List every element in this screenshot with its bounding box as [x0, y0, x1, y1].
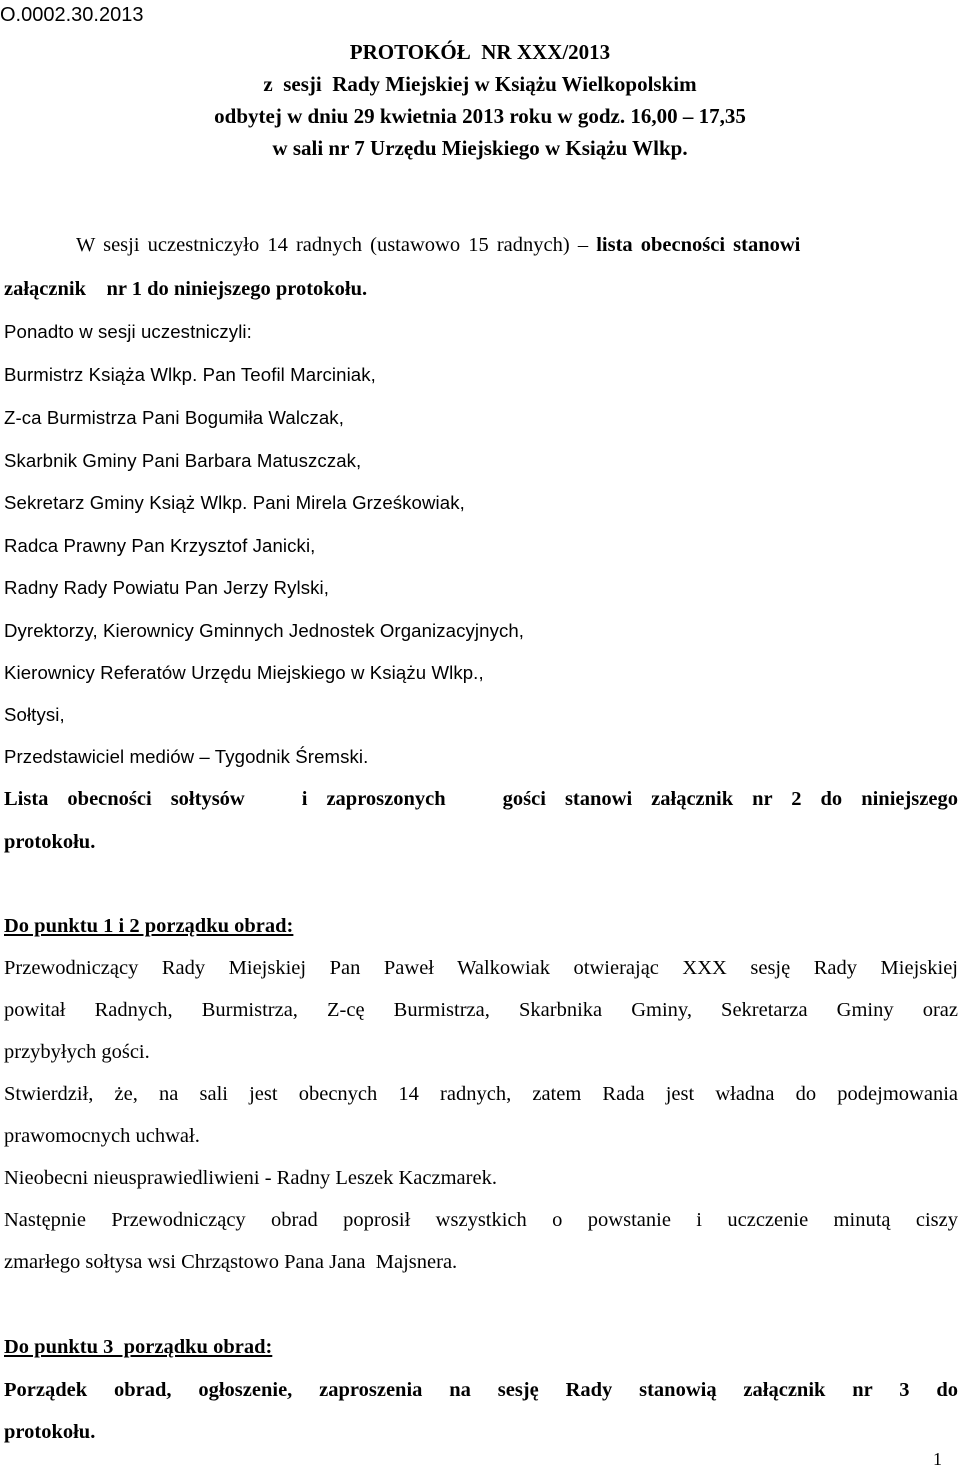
protocol-title: PROTOKÓŁ NR XXX/2013 — [349, 40, 611, 64]
protocol-header — [0, 36, 960, 164]
section3-line-2: protokołu. — [4, 1421, 96, 1443]
attendee-item: Kierownicy Referatów Urzędu Miejskiego w Książu Wlkp., — [4, 662, 484, 683]
page-number: 1 — [933, 1449, 942, 1469]
section1-line: przybyłych gości. — [4, 1041, 150, 1063]
attendee-item: Sołtysi, — [4, 704, 65, 725]
guest-list-line-1: Lista obecności sołtysów i zaproszonych gości stanowi załącznik nr 2 do niniejszego — [4, 788, 958, 810]
document-id: O.0002.30.2013 — [0, 4, 144, 26]
section1-line: prawomocnych uchwał. — [4, 1125, 200, 1147]
attendees-intro: Ponadto w sesji uczestniczyli: — [4, 321, 252, 342]
section1-line: zmarłego sołtysa wsi Chrząstowo Pana Jana Majsnera. — [4, 1251, 458, 1273]
header-location-line: w sali nr 7 Urzędu Miejskiego w Książu Wlkp. — [272, 136, 688, 160]
intro-text: W sesji uczestniczyło 14 radnych (ustawowo 15 radnych) – — [76, 234, 597, 256]
attendee-item: Radca Prawny Pan Krzysztof Janicki, — [4, 535, 316, 556]
attendee-item: Radny Rady Powiatu Pan Jerzy Rylski, — [4, 577, 329, 598]
section-heading-3: Do punktu 3 porządku obrad: — [4, 1336, 273, 1358]
attendee-item: Dyrektorzy, Kierownicy Gminnych Jednostek Organizacyjnych, — [4, 620, 525, 641]
attendee-item: Sekretarz Gminy Książ Wlkp. Pani Mirela Grześkowiak, — [4, 492, 465, 513]
attendee-item: Burmistrz Książa Wlkp. Pan Teofil Marciniak, — [4, 364, 376, 385]
section1-line: Następnie Przewodniczący obrad poprosił wszystkich o powstanie i uczczenie minutą ciszy — [4, 1209, 958, 1231]
header-date-line: odbytej w dniu 29 kwietnia 2013 roku w godz. 16,00 – 17,35 — [214, 104, 746, 128]
section1-line: powitał Radnych, Burmistrza, Z-cę Burmistrza, Skarbnika Gminy, Sekretarza Gminy oraz — [4, 999, 958, 1021]
header-session-line: z sesji Rady Miejskiej w Książu Wielkopolskim — [263, 72, 697, 96]
section3-line-1: Porządek obrad, ogłoszenie, zaproszenia na sesję Rady stanowią załącznik nr 3 do — [4, 1379, 958, 1401]
attendee-item: Skarbnik Gminy Pani Barbara Matuszczak, — [4, 450, 362, 471]
intro-attendance-bold: lista obecności stanowi — [596, 234, 801, 256]
intro-line-2: załącznik nr 1 do niniejszego protokołu. — [4, 278, 368, 300]
section1-line: Nieobecni nieusprawiedliwieni - Radny Leszek Kaczmarek. — [4, 1167, 497, 1189]
section1-line: Przewodniczący Rady Miejskiej Pan Paweł Walkowiak otwierając XXX sesję Rady Miejskiej — [4, 957, 958, 979]
guest-list-line-2: protokołu. — [4, 831, 96, 853]
section1-line: Stwierdził, że, na sali jest obecnych 14 radnych, zatem Rada jest władna do podejmowania — [4, 1083, 958, 1105]
intro-line-1 — [76, 234, 800, 257]
attendee-item: Przedstawiciel mediów – Tygodnik Śremski. — [4, 746, 369, 767]
attendee-item: Z-ca Burmistrza Pani Bogumiła Walczak, — [4, 407, 344, 428]
section-heading-1-2: Do punktu 1 i 2 porządku obrad: — [4, 915, 294, 937]
